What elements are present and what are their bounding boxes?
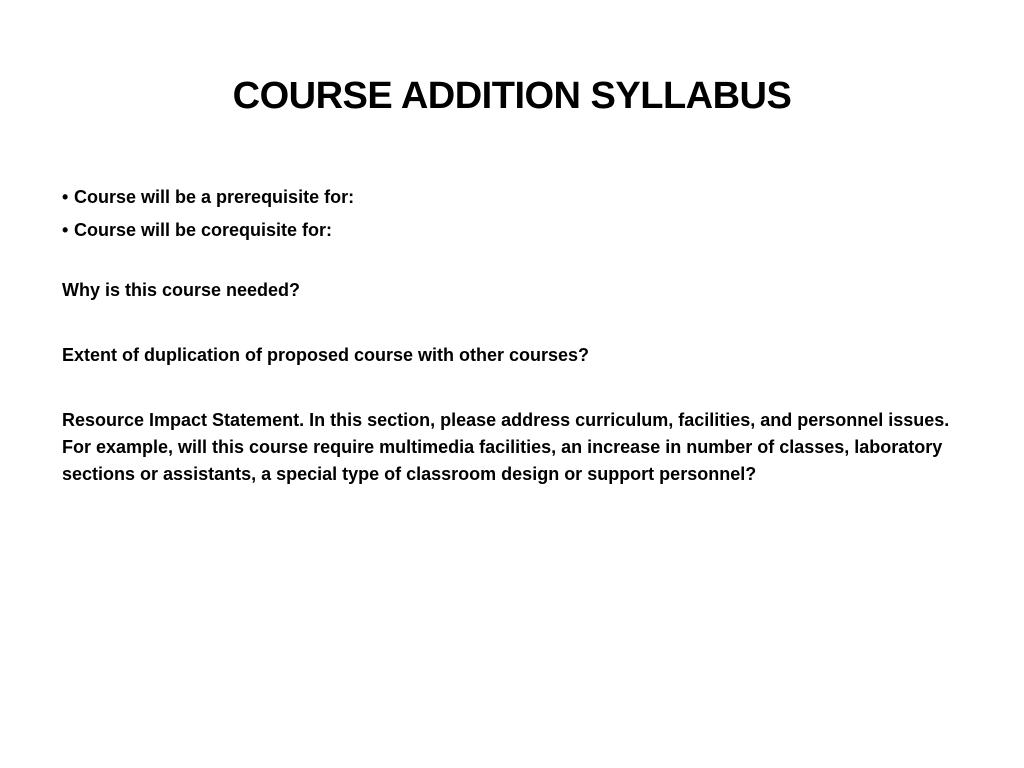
bullet-marker: • — [62, 220, 69, 240]
bullet-marker: • — [62, 187, 69, 207]
question-duplication: Extent of duplication of proposed course with other courses? — [62, 345, 590, 365]
bullet-item-prerequisite — [62, 184, 972, 211]
slide-body — [62, 184, 972, 488]
bullet-text: Course will be corequisite for: — [74, 220, 333, 240]
bullet-item-corequisite — [62, 217, 972, 244]
bullet-text: Course will be a prerequisite for: — [74, 187, 355, 207]
slide-title: COURSE ADDITION SYLLABUS — [232, 75, 792, 117]
question-course-needed: Why is this course needed? — [62, 280, 301, 300]
resource-impact-statement: Resource Impact Statement. In this section, please address curriculum, facilities, and personnel issues. For example, will this course require multimedia facilities, an increase in number of classes, laboratory sections or assistants, a special type of classroom design or support personnel? — [62, 410, 950, 484]
